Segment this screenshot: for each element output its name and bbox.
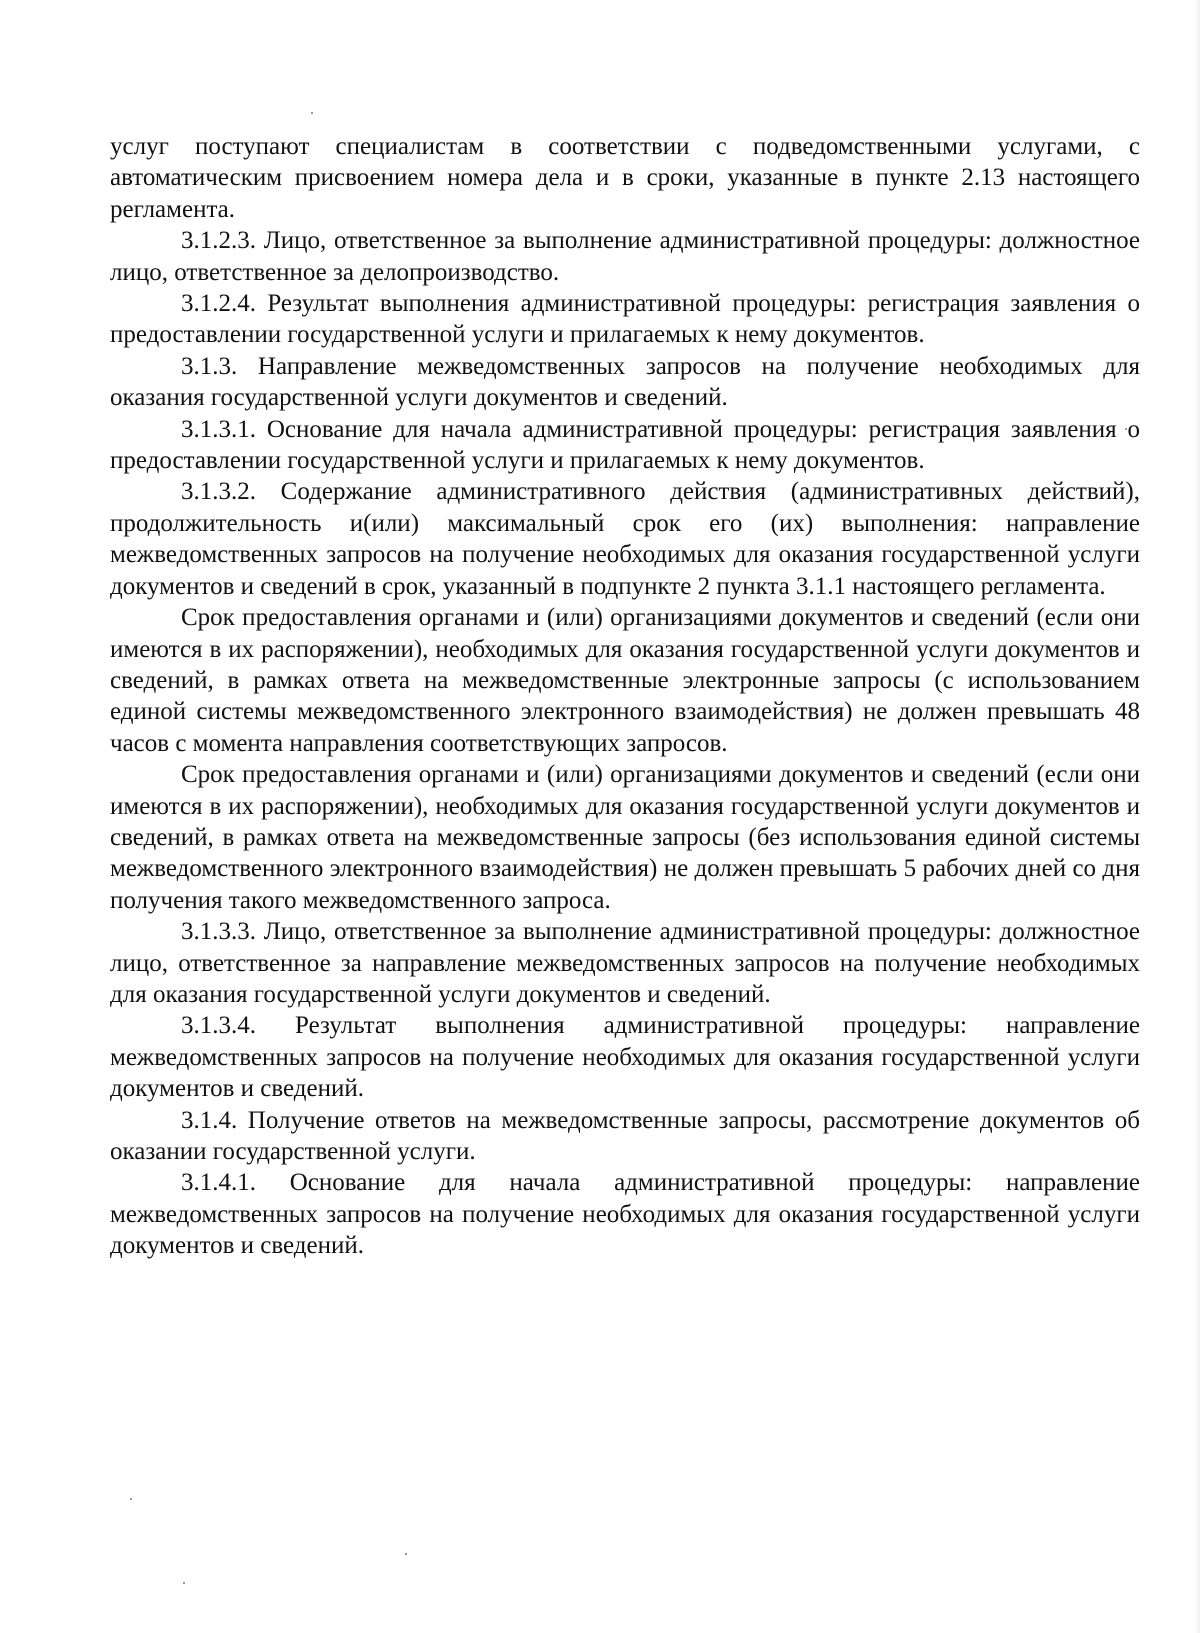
scan-edge-shadow [1194,0,1200,1633]
paragraph-3-1-3-4: 3.1.3.4. Результат выполнения административной процедуры: направление межведомственных запросов на получение необходимых для оказания государственной услуги документов и сведений. [110,1012,1140,1103]
paragraph-3-1-3-3: 3.1.3.3. Лицо, ответственное за выполнение административной процедуры: должностное лицо, ответственное за направление межведомственных запросов на получение необходимых для оказания государственной услуги документов и сведений. [110,918,1140,1008]
paragraph-3-1-2-4: 3.1.2.4. Результат выполнения административной процедуры: регистрация заявления о предоставлении государственной услуги и прилагаемых к нему документов. [110,290,1140,349]
paragraph-3-1-3-2: 3.1.3.2. Содержание административного действия (административных действий), продолжительность и(или) максимальный срок его (их) выполнения: направление межведомственных запросов на получение необходимых для оказания государственной услуги документов и сведений в срок, указанный в подпункте 2 пункта 3.1.1 настоящего регламента. [110,478,1140,600]
paragraph-3-1-2-3: 3.1.2.3. Лицо, ответственное за выполнение административной процедуры: должностное лицо, ответственное за делопроизводство. [110,227,1140,286]
document-body [110,131,1140,1262]
paragraph-non-electronic-requests-deadline: Срок предоставления органами и (или) организациями документов и сведений (если они имеются в их распоряжении), необходимых для оказания государственной услуги документов и сведений, в рамках ответа на межведомственные запросы (без использования единой системы межведомственного электронного взаимодействия) не должен превышать 5 рабочих дней со дня получения такого межведомственного запроса. [110,761,1140,914]
paragraph-continuation: услуг поступают специалистам в соответствии с подведомственными услугами, с автоматическим присвоением номера дела и в сроки, указанные в пункте 2.13 настоящего регламента. [110,133,1140,223]
scan-speck [311,112,313,114]
paragraph-3-1-3: 3.1.3. Направление межведомственных запросов на получение необходимых для оказания государственной услуги документов и сведений. [110,352,1140,412]
scan-speck [405,1553,407,1555]
scan-speck [130,1498,132,1500]
paragraph-3-1-4-1: 3.1.4.1. Основание для начала административной процедуры: направление межведомственных запросов на получение необходимых для оказания государственной услуги документов и сведений. [110,1169,1140,1260]
scan-speck [183,1582,185,1584]
paragraph-electronic-requests-deadline: Срок предоставления органами и (или) организациями документов и сведений (если они имеются в их распоряжении), необходимых для оказания государственной услуги документов и сведений, в рамках ответа на межведомственные электронные запросы (с использованием единой системы межведомственного электронного взаимодействия) не должен превышать 48 часов с момента направления соответствующих запросов. [110,604,1140,757]
paragraph-3-1-3-1: 3.1.3.1. Основание для начала административной процедуры: регистрация заявления о предоставлении государственной услуги и прилагаемых к нему документов. [110,415,1140,475]
paragraph-3-1-4: 3.1.4. Получение ответов на межведомственные запросы, рассмотрение документов об оказании государственной услуги. [110,1106,1140,1165]
